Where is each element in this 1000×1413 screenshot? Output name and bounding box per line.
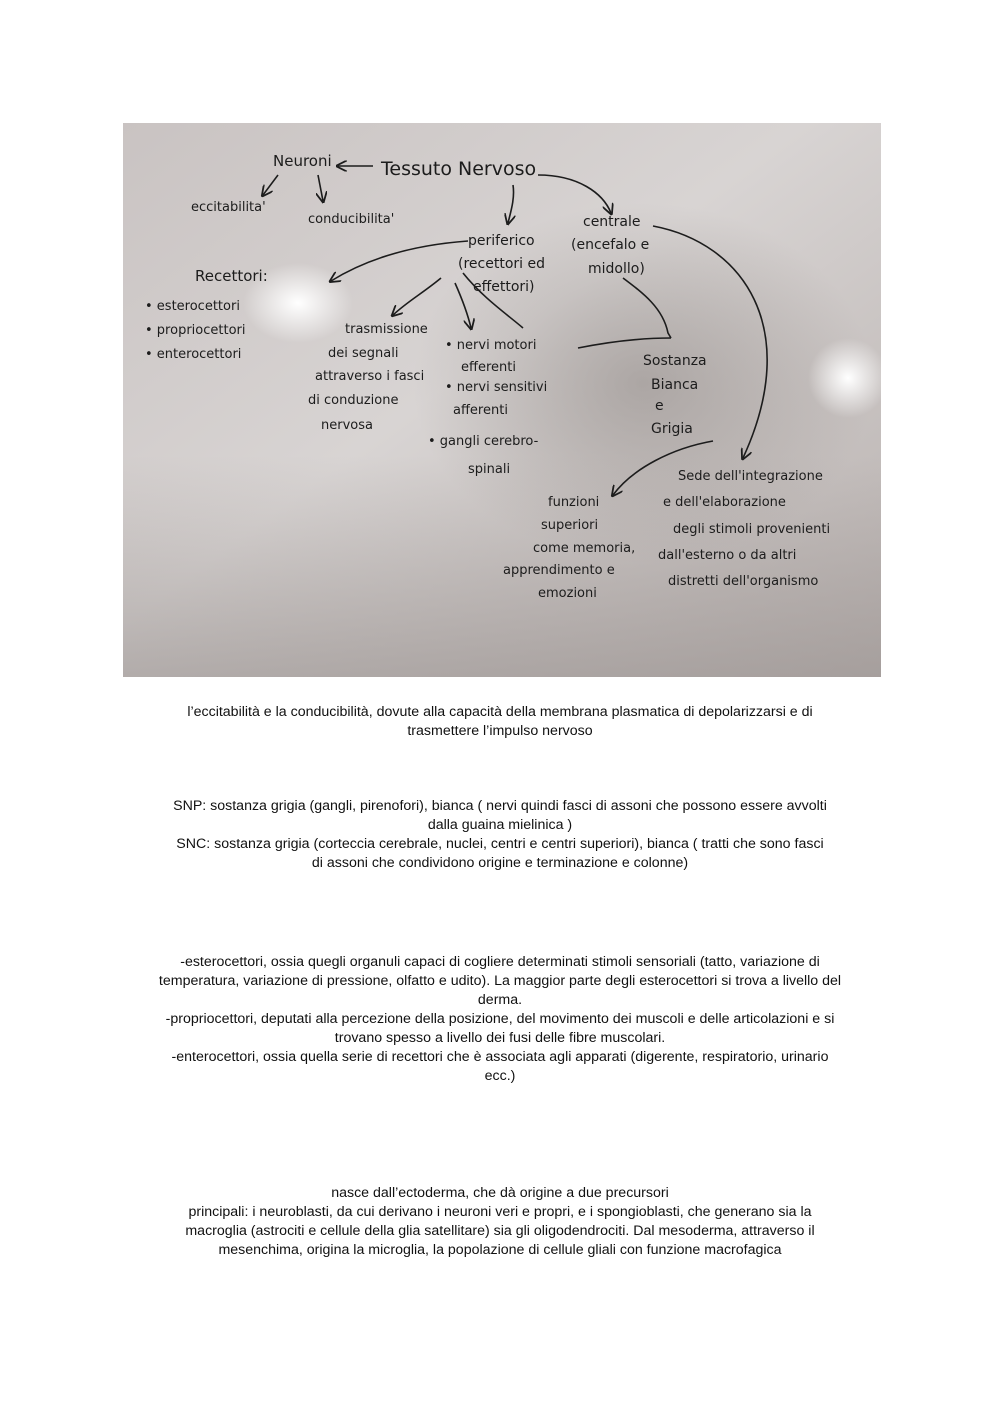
text-line: temperatura, variazione di pressione, olfatto e udito). La maggior parte degli esterocettori si trova a livello del xyxy=(158,973,842,989)
text-line: macroglia (astrociti e cellule della glia satellitare) sia gli oligodendrociti. Dal mesoderma, attraverso il xyxy=(185,1223,815,1239)
node-funzioni: funzioni superiori come memoria, apprendimento e emozioni xyxy=(503,495,636,601)
text-line: SNP: sostanza grigia (gangli, pirenofori), bianca ( nervi quindi fasci di assoni che possono essere avvolti xyxy=(173,798,827,814)
paragraph-snp-snc xyxy=(130,797,870,873)
text-line: mesenchima, origina la microglia, la popolazione di cellule gliali con funzione macrofagica xyxy=(218,1242,782,1258)
node-periferico: periferico (recettori ed effettori) xyxy=(458,233,545,295)
node-trasmissione: trasmissione dei segnali attraverso i fasci di conduzione nervosa xyxy=(308,322,428,433)
text-line: -esterocettori, ossia quegli organuli capaci di cogliere determinati stimoli sensoriali (tatto, variazione di xyxy=(180,954,820,970)
node-centrale: centrale (encefalo e midollo) xyxy=(571,214,650,277)
whiteboard-concept-map xyxy=(123,123,881,677)
text-line: di assoni che condividono origine e terminazione e colonne) xyxy=(311,855,689,871)
text-line: ecc.) xyxy=(484,1068,516,1084)
node-sede: Sede dell'integrazione e dell'elaborazione degli stimoli provenienti dall'esterno o da altri distretti dell'organismo xyxy=(658,469,831,589)
node-conducibilita: conducibilita' xyxy=(308,212,395,227)
node-eccitabilita: eccitabilita' xyxy=(191,200,266,215)
node-recettori: Recettori: • esterocettori • propriocettori • enterocettori xyxy=(145,267,268,362)
paragraph-eccitabilita xyxy=(130,703,870,741)
text-line: principali: i neuroblasti, da cui derivano i neuroni veri e propri, e i spongioblasti, che generano sia la xyxy=(188,1204,812,1220)
text-line: l’eccitabilità e la conducibilità, dovute alla capacità della membrana plasmatica di depolarizzarsi e di xyxy=(187,704,813,720)
text-line: trasmettere l’impulso nervoso xyxy=(407,723,593,739)
node-tessuto-nervoso: Tessuto Nervoso xyxy=(381,158,537,180)
node-sostanza: Sostanza Bianca e Grigia xyxy=(643,353,707,437)
text-line: -enterocettori, ossia quella serie di recettori che è associata agli apparati (digerente, respiratorio, urinario xyxy=(171,1049,829,1065)
text-line: nasce dall’ectoderma, che dà origine a due precursori xyxy=(331,1185,669,1201)
text-line: dalla guaina mielinica ) xyxy=(427,817,573,833)
paragraph-recettori xyxy=(130,953,870,1086)
node-neuroni: Neuroni xyxy=(273,152,332,170)
text-line: derma. xyxy=(477,992,523,1008)
paragraph-origine xyxy=(130,1184,870,1260)
node-nervi: • nervi motori efferenti • nervi sensitivi afferenti • gangli cerebro- spinali xyxy=(428,338,548,477)
whiteboard-photo xyxy=(123,123,881,677)
text-line: SNC: sostanza grigia (corteccia cerebrale, nuclei, centri e centri superiori), bianca ( tratti che sono fasci xyxy=(176,836,824,852)
text-line: trovano spesso a livello dei fusi delle fibre muscolari. xyxy=(334,1030,666,1046)
text-line: -propriocettori, deputati alla percezione della posizione, del movimento dei muscoli e delle articolazioni e si xyxy=(165,1011,835,1027)
